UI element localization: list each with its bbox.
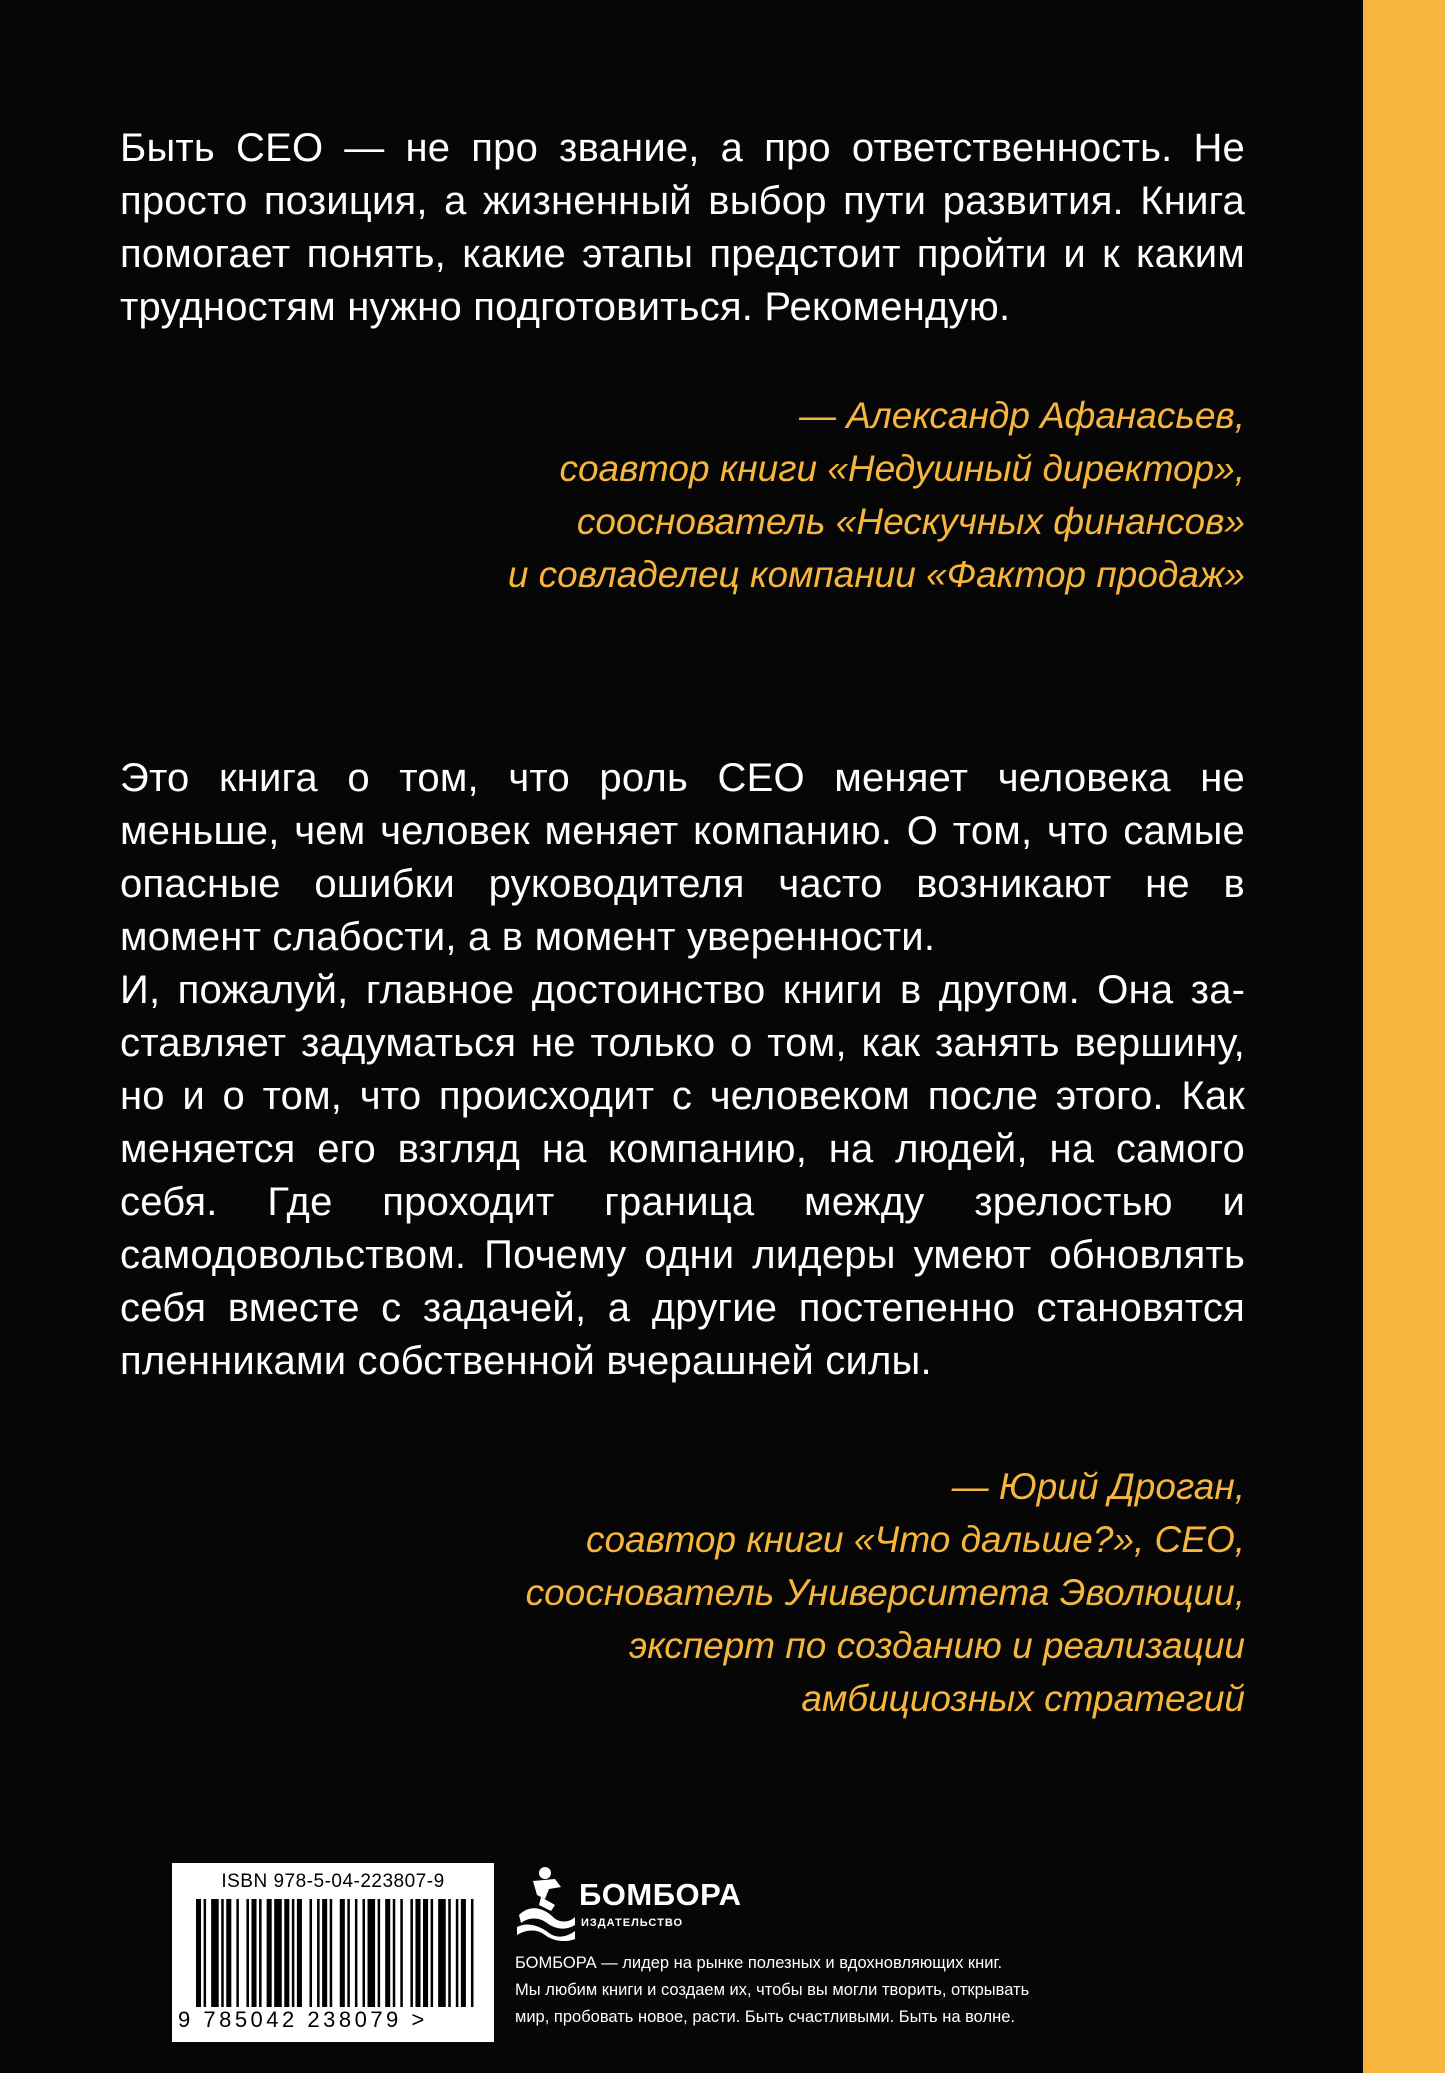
barcode-bar — [330, 1899, 333, 2007]
wave-rider-logo-icon — [515, 1865, 577, 1941]
barcode-bar — [471, 1899, 474, 2007]
review-attribution-2 — [345, 1460, 1245, 1725]
barcode-icon — [196, 1899, 476, 2007]
attribution-1-line: соавтор книги «Недушный директор», — [559, 448, 1245, 489]
barcode-bar — [204, 1899, 207, 2007]
barcode-bar — [292, 1899, 295, 2007]
accent-side-stripe — [1363, 0, 1445, 2073]
barcode-bar — [368, 1899, 376, 2007]
barcode-bar — [252, 1899, 257, 2007]
isbn-barcode-box — [172, 1863, 494, 2042]
barcode-bar — [340, 1899, 345, 2007]
barcode-bar — [259, 1899, 262, 2007]
barcode-bar — [267, 1899, 272, 2007]
barcode-bar — [423, 1899, 428, 2007]
barcode-bar — [236, 1899, 239, 2007]
barcode-bar — [211, 1899, 219, 2007]
publisher-tagline — [515, 1950, 1075, 2031]
attribution-2-line: сооснователь Университета Эволюции, — [525, 1572, 1245, 1613]
barcode-bar — [378, 1899, 381, 2007]
barcode-bar — [310, 1899, 313, 2007]
publisher-logo — [515, 1865, 742, 1943]
tagline-line: БОМБОРА — лидер на рынке полезных и вдохновляющих книг. — [515, 1954, 1003, 1972]
barcode-bar — [461, 1899, 466, 2007]
publisher-subtitle: ИЗДАТЕЛЬСТВО — [581, 1917, 684, 1929]
review-blurb-2-paragraph-2: И, пожалуй, главное достоинство книги в другом. Она заставляет задуматься не только о том, как занять вершину, но и о том, что происходит с человеком после этого. Как меняется его взгляд на компанию, на людей, на самого себя. Где проходит граница между зрелостью и самодовольством. Почему одни лидеры умеют обновлять себя вместе с задачей, а другие постепенно становятся пленниками собственной вчерашней силы. — [120, 968, 1245, 1383]
barcode-bar — [410, 1899, 413, 2007]
tagline-line: Мы любим книги и создаем их, чтобы вы могли творить, открывать — [515, 1981, 1030, 1999]
barcode-bar — [226, 1899, 231, 2007]
barcode-bar — [284, 1899, 289, 2007]
review-blurb-2-paragraph-1: Это книга о том, что роль CEO меняет человека не меньше, чем человек меняет компанию. О том, что самые опасные ошибки руководителя часто возникают не в момент слабости, а в момент уверенности. — [120, 756, 1245, 959]
barcode-bar — [347, 1899, 350, 2007]
tagline-line: мир, пробовать новое, расти. Быть счастливыми. Быть на волне. — [515, 2008, 1015, 2026]
attribution-2-line: — Юрий Дроган, — [951, 1466, 1245, 1507]
review-attribution-1 — [345, 389, 1245, 601]
barcode-bar — [456, 1899, 459, 2007]
barcode-bar — [322, 1899, 327, 2007]
attribution-2-line: амбициозных стратегий — [801, 1678, 1245, 1719]
barcode-digits: 9 785042 238079 > — [178, 2007, 428, 2032]
barcode-bar — [297, 1899, 302, 2007]
publisher-name: БОМБОРА — [579, 1877, 742, 1912]
barcode-bar — [196, 1899, 201, 2007]
barcode-bar — [431, 1899, 434, 2007]
review-blurb-2 — [120, 752, 1245, 1388]
attribution-2-line: эксперт по созданию и реализации — [629, 1625, 1245, 1666]
barcode-bar — [362, 1899, 365, 2007]
attribution-2-line: соавтор книги «Что дальше?», CEO, — [585, 1519, 1245, 1560]
barcode-bar — [385, 1899, 390, 2007]
barcode-bar — [274, 1899, 282, 2007]
barcode-bar — [221, 1899, 224, 2007]
isbn-label: ISBN 978-5-04-223807-9 — [221, 1871, 445, 1892]
barcode-bar — [438, 1899, 446, 2007]
barcode-bar — [448, 1899, 451, 2007]
barcode-bar — [355, 1899, 358, 2007]
review-blurb-1 — [120, 122, 1245, 334]
barcode-bar — [393, 1899, 396, 2007]
barcode-bar — [400, 1899, 403, 2007]
attribution-1-line: — Александр Афанасьев, — [798, 395, 1245, 436]
barcode-bar — [317, 1899, 320, 2007]
attribution-1-line: и совладелец компании «Фактор продаж» — [507, 554, 1245, 595]
barcode-bar — [246, 1899, 249, 2007]
review-blurb-1-text: Быть CEO — не про звание, а про ответственность. Не просто позиция, а жизненный выбор пути развития. Книга помогает понять, какие этапы предстоит пройти и к каким трудностям нужно подготовиться. Рекомендую. — [120, 126, 1245, 329]
barcode-bar — [415, 1899, 420, 2007]
attribution-1-line: сооснователь «Нескучных финансов» — [576, 501, 1245, 542]
